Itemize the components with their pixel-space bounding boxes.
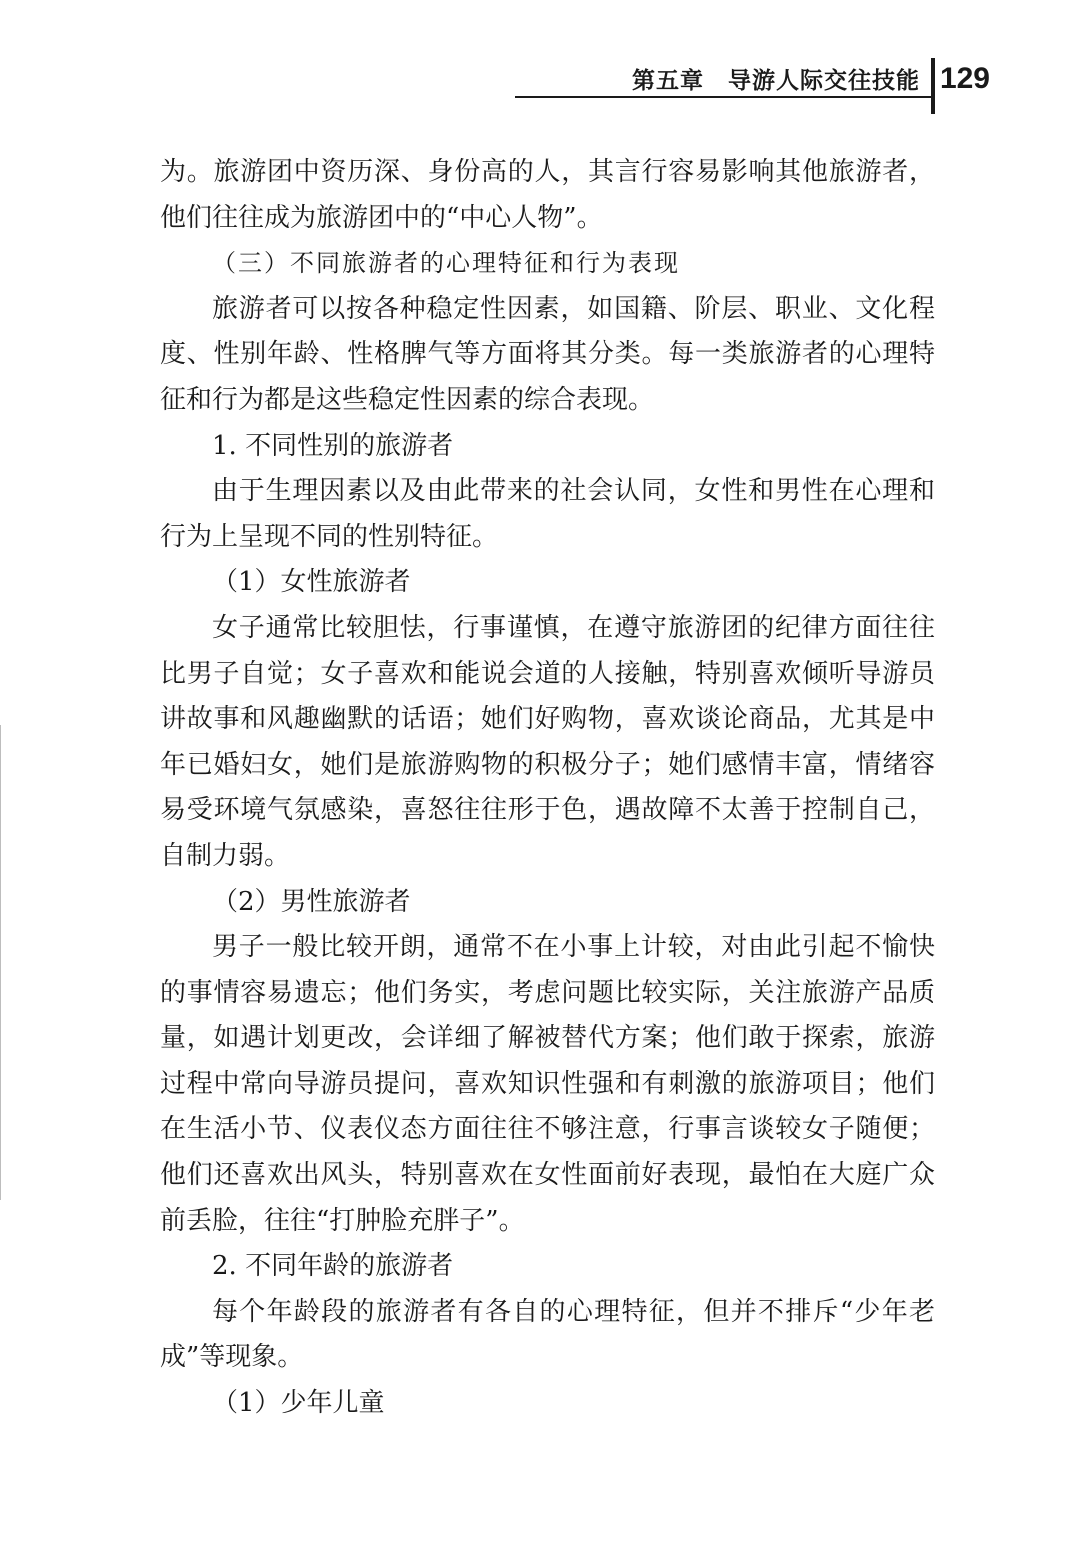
- header-divider-bar: [931, 58, 935, 114]
- subsection-heading: （1）女性旅游者: [212, 567, 411, 598]
- body-paragraph: 由于生理因素以及由此带来的社会认同，女性和男性在心理和行为上呈现不同的性别特征。: [160, 476, 935, 552]
- subsection-heading: （2）男性旅游者: [212, 886, 411, 917]
- body-paragraph: 女子通常比较胆怯，行事谨慎，在遵守旅游团的纪律方面往往比男子自觉；女子喜欢和能说会道的人接触，特别喜欢倾听导游员讲故事和风趣幽默的话语；她们好购物，喜欢谈论商品，尤其是中年已婚妇女，她们是旅游购物的积极分子；她们感情丰富，情绪容易受环境气氛感染，喜怒往往形于色，遇故障不太善于控制自己，自制力弱。: [160, 612, 935, 871]
- header-rule: [515, 96, 932, 98]
- chapter-title: 第五章 导游人际交往技能: [632, 68, 920, 94]
- subsection-heading: 2. 不同年龄的旅游者: [212, 1251, 454, 1282]
- body-paragraph: 男子一般比较开朗，通常不在小事上计较，对由此引起不愉快的事情容易遗忘；他们务实，考虑问题比较实际，关注旅游产品质量，如遇计划更改，会详细了解被替代方案；他们敢于探索，旅游过程中常向导游员提问，喜欢知识性强和有刺激的旅游项目；他们在生活小节、仪表仪态方面往往不够注意，行事言谈较女子随便；他们还喜欢出风头，特别喜欢在女性面前好表现，最怕在大庭广众前丢脸，往往“打肿脸充胖子”。: [160, 932, 935, 1236]
- subsection-heading: 1. 不同性别的旅游者: [212, 430, 454, 461]
- body-paragraph: 每个年龄段的旅游者有各自的心理特征，但并不排斥“少年老成”等现象。: [160, 1296, 935, 1373]
- page-number: 129: [939, 62, 990, 95]
- section-heading: （三）不同旅游者的心理特征和行为表现: [212, 249, 680, 278]
- body-paragraph: 为。旅游团中资历深、身份高的人，其言行容易影响其他旅游者，他们往往成为旅游团中的“中心人物”。: [160, 157, 935, 233]
- running-header: [515, 58, 990, 118]
- page-body: [160, 150, 935, 1427]
- scan-margin-line: [0, 725, 1, 1200]
- body-paragraph: 旅游者可以按各种稳定性因素，如国籍、阶层、职业、文化程度、性别年龄、性格脾气等方面将其分类。每一类旅游者的心理特征和行为都是这些稳定性因素的综合表现。: [160, 293, 935, 415]
- subsection-heading: （1）少年儿童: [212, 1388, 385, 1419]
